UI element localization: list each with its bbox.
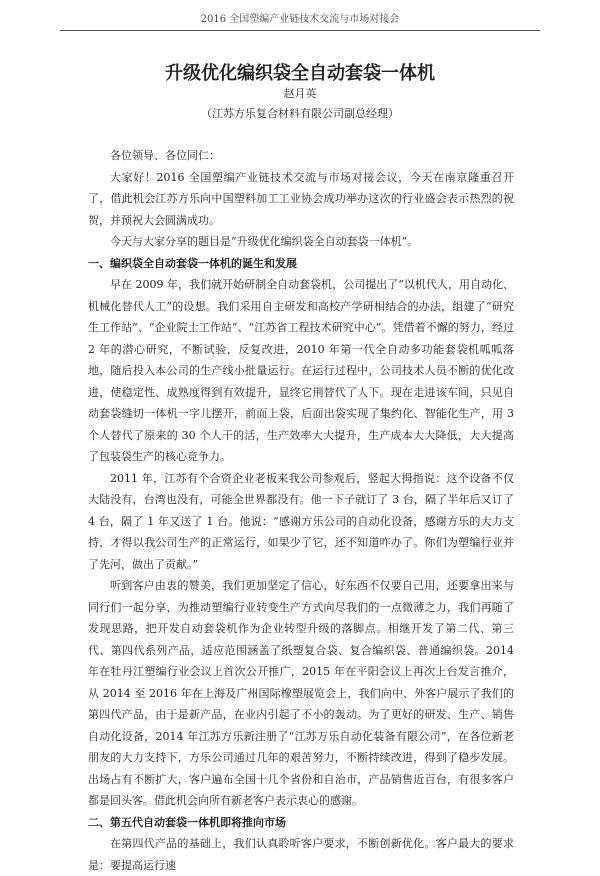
document-body — [88, 145, 514, 876]
paragraph-fifth-gen: 在第四代产品的基础上，我们认真聆听客户要求，不断创新优化。客户最大的要求是：要提高运行速 — [88, 837, 514, 872]
paragraph-history: 早在 2009 年，我们就开始研制全自动套袋机，公司提出了“以机代人，用自动化、机械化替代人工”的设想。我们采用自主研发和高校产学研相结合的办法，组建了“研究生工作站”、“企业院士工作站”、“江苏省工程技术研究中心”。凭借着不懈的努力，经过 2 年的潜心研究，不断试验，反复改进，2010 年第一代全自动多功能套袋机呱呱落地，随后投入本公司的生产线小批量运行。在运行过程中，公司技术人员不断的优化改进，使稳定性、成熟度得到有效提升，显终它荆替代了人下。现在走进该车间，只见自动套袋缝切一体机一字儿摆开，前面上袋，后面出袋实现了集约化、智能化生产，用 3 个人替代了原来的 30 个人干的活，生产效率大大提升，生产成本大大降低，大大提高了包装袋生产的核心竞争力。 — [88, 278, 514, 463]
paragraph-customer: 2011 年，江苏有个合资企业老板来我公司参观后，竖起大拇指说：这个设备不仅大陆没有，台湾也没有，可能全世界都没有。他一下子就订了 3 台，隔了半年后又订了 4 台，隔了 1 年又送了 1 台。他说：“感谢方乐公司的自动化设备，感谢方乐的大力支持，才得以我公司生产的正常运行，如果少了它，还不知道咋办了。你们为塑编行业并了先河，做出了贡献。” — [88, 471, 514, 571]
paragraph-intro: 大家好！2016 全国塑编产业链技术交流与市场对接会议，今天在南京隆重召开了，借此机会江苏方乐向中国塑料加工工业协会成功举办这次的行业盛会表示热烈的祝贺，并预祝大会圆满成功。 — [88, 170, 514, 227]
section-heading-1: 一、编织袋全自动套袋一体机的诞生和发展 — [88, 256, 297, 270]
paragraph-topic: 今天与大家分享的题目是“升级优化编织袋全自动套袋一体机”。 — [110, 235, 419, 248]
paragraph-development: 听到客户由衷的赞美，我们更加坚定了信心，好东西不仅要自己用，还要拿出来与同行们一起分享，为推动塑编行业转变生产方式向尽我们的一点微薄之力，我们再随了发现思路，把开发自动套袋机作为企业转型升级的落脚点。相继开发了第二代、第三代、第四代系列产品，适应范围涵盖了纸塑复合袋、复合编织袋、普通编织袋。2014 年在牡丹江塑编行业会议上首次公开推广，2015 年在平阳会议上再次上台发言推介，从 2014 至 2016 年在上海及广州国际橡塑展览会上，我们向中、外客户展示了我们的第四代产品，由于是新产品，在业内引起了不小的轰动。为了更好的研发、生产、销售自动化设备，2014 年江苏方乐新注册了“江苏万乐自动化装备有限公司”，在各位新老朋友的大力支持下，方乐公司通过几年的艰苦努力，不断持续改进，得到了稳步发展。出场占有不断扩大，客户遍布全国十几个省份和自治市，产品销售近百台，有很多客户都是回头客。借此机会向所有新老客户表示衷心的感谢。 — [88, 579, 514, 807]
greeting: 各位领导、各位同仁： — [110, 149, 220, 162]
author-name: 赵月英 — [283, 87, 317, 100]
header-divider — [60, 30, 540, 31]
author-affiliation: （江苏方乐复合材料有限公司副总经理） — [201, 107, 399, 120]
document-title: 升级优化编织袋全自动套袋一体机 — [165, 63, 435, 84]
running-header: 2016 全国塑编产业链技术交流与市场对接会 — [200, 14, 400, 25]
section-heading-2: 二、第五代自动套袋一体机即将推向市场 — [88, 815, 286, 829]
